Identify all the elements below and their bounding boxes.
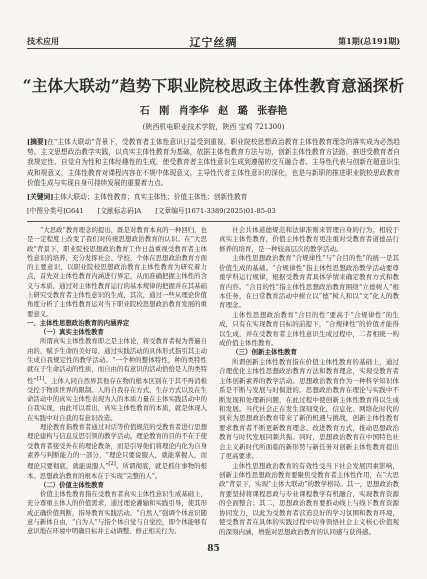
body-column-right	[219, 226, 399, 537]
subsection-heading-1: （一）真实主体性教育	[40, 328, 104, 337]
body-paragraph: 主体性思想政治教育“合目的性”要高于“合规律性”的生成，只有在实现教育目标的前提下，“合规律性”的价值才能得以生成，并在受教育者主体性意识生成过程中，二者相统一构成价值主体性教育。	[219, 310, 399, 348]
document-code: [文献标志码]A	[97, 207, 142, 215]
clc-number: [中图分类号]G641	[27, 207, 84, 215]
abstract-text: 在“主体大联动”背景下，受教育者主体性意识日益受到重视，职业院校思想政治教育主体性教育理念的落实成为必然趋势。主文思想政治教学实践，以真实主体性教育为基础，依据主体性教育方法与功，创新主体性教育方法路，推进受教育者自我规定性、自觉自为性和主体经趣性的生成，使受教育者主体性意识生成到遵循的交互融合者、主导性代表与创新在超意识生成和规意义，主体性教育对课程内容在不规中体现意义，主导性代者主体性意识的深化，也是与新职的推进职业院校思政教育价值生成与实现自身可持续发展的重要着力点。	[27, 138, 400, 187]
body-paragraph: 所谓真实主体性教育即之是主体论，将受教育者视为普遍自由的、赋予生命的美好母，通过实践活动的具体形式指引其主动生成自我规定性的教学活动。“一个种的整体特性，种的类特性就在于生命活动的性质，而自由的有意识的活动恰恰是人的类特性”[1]。主体人同自然界其他存在物的根本区别在于其不再消极受控于物质世界的限制。人的自我存在方式、生存方式以及在生命活动中的真实主体性表现为人的本质力量在主体实践活动中的自我实现，由此可以看出，真实主体性教育的本质，就是体现人在实践中对自我的有意识改造。	[27, 337, 207, 422]
abstract-divider	[27, 221, 400, 222]
author-affiliation: (陕西机电职业技术学院，陕西 宝鸡 721300)	[142, 123, 285, 131]
header-divider	[27, 48, 400, 49]
body-paragraph: 理论教育指教育者通过对话等价值规范的受教育者进行思想理论建构与信息反思引领的教学活动。理论教育的目的不在于使受教育者接受外在的理论教条，而是引导他们将理论内化为自身素养与判断能力的一部分，“理论只要说服人，就能掌握人，而理论只要彻底，就能说服人”[2]。所谓彻底，就是抓住事物的根本。思想政治教育的根本在于实现“完整的人”。	[27, 423, 207, 480]
body-paragraph: 主体性思想政治教育“合规律性”与“合目的性”的统一是其价值生成的基础。“合规律性”指主体性思想政治教学活动要尊重学科运行规律，根据受教育者具体学情来确定教育方式和教育内容。“合目的性”指主体性思想政治教育围绕“立德树人”根本任务，在日常教育活动中树立以“德”树人和以“文”化人的教育理念。	[219, 254, 399, 310]
section-heading-1: 一、主体性思想政治教育的内涵界定	[27, 318, 130, 327]
abstract	[27, 137, 400, 188]
page-header	[0, 0, 427, 49]
journal-name: 辽宁丝绸	[189, 36, 238, 49]
body-paragraph: 价值主体性教育指在受教育者真实主体性意识生成基础上，充分尊重主体人的价值需求，通过理论灌输和实践引导，使其形成正确价值判断，指导教育实践活动。“自然人”强调个体意识随意与新体自由，“自为人”与指个体自觉与自觉控，即个体能够有意识地在环境中明确目标并主动调整、修正相关行为。	[27, 490, 207, 536]
body-paragraph: 主体性思想政治教育的有效性受当下社会发展因素影响，创新主体性思想政治教育要聚焦受教育者主体性作用，在“大思政”背景下，实现“主体大联动”的教学格局。其一，思想政治教育要坚持将课程思政与专业课程教学有机融合，实现教育资源的全面整合；其二，思想政治教育要推动线上与线下教育资源协同发力，以此为受教育者营造良好的学习氛围和教育环境，使受教育者在具体的实践过程中切身领悟社会主义核心价值观的深刻内涵，增强对思想政治教育的认同感与获得感。	[219, 461, 399, 536]
subsection-heading-2: （二）价值主体性教育	[40, 480, 104, 489]
article-title: “主体大联动”趋势下职业院校思政主体性教育意涵探析	[22, 76, 405, 95]
column-label: 技术应用	[27, 36, 59, 46]
abstract-label: [摘要]	[27, 138, 47, 146]
keywords	[27, 192, 400, 202]
article-number: [文章编号]1671-3389(2025)01-85-03	[155, 207, 276, 215]
keywords-label: [关键词]	[27, 193, 54, 201]
author-list: 石 刚 肖李华 赵 璐 张春艳	[139, 106, 288, 117]
subsection-heading-3: （三）创新主体性教育	[232, 348, 297, 357]
body-column-left	[27, 226, 207, 537]
intro-paragraph: “大思政”教育理念的提出，既是对教育本真的一种回归，也是一定程度上改变了我们对传统思想政治教育的认识。在“大思政”背景下，职业院校思想政治教育工作日益重视受教育者主体性意识的培养，充分发挥社会、学校、个体在思想政治教育方面的主要意识，以职业院校思想政治教育主体性教育为研究着力点，首先对主体性教育内涵进行界定，从而准确把握主体性的含义与本质，通过对主体性教育运行的基本规律的把握并在其基础上研究受教育者主体性意识的生成，其次，通过一些从理论价值角度分析了主体性教育运对当下职业院校思想政治教育发展的重要意义。	[27, 226, 207, 318]
body-paragraph: 社会共体道德规范和法律准则来管理自身的行为。相较于真实主体性教育，价值主体性教育更注重对受教育者道德品行修养的培育，是一种较高层次的教学活动。	[219, 226, 399, 253]
keywords-text: 主体大联动；主体性教育；真实主体性；价值主体性；创新性教育	[53, 193, 248, 201]
body-paragraph: 所谓创新主体性教育指在价值主体性教育的基础上，通过合理优化主体性思想政治教育方法和教育理念，实现受教育者主体创新素养的教学活动。思想政治教育作为一种科学知识体系是不断与发展与时俱进的。思想政治教育在理论与实践中不断发现和处理新问题，在此过程中使创新主体性教育得以生成和发展。当代社会正在发生深刻变化，信息化、网络化时代的到来为思想政治教育带来了新的机遇与挑战，创新主体性教育要求教育者不断更新教育理念、改进教育方式，推动思想政治教育与时代发展同频共振。同时，思想政治教育在中国特色社会主义新时代所面临的新形势与新任务对创新主体性教育提出了更高要求。	[219, 357, 399, 461]
classification-meta	[27, 205, 400, 215]
page-number: 85	[207, 544, 220, 554]
issue-label: 第1期(总191期)	[338, 36, 400, 46]
